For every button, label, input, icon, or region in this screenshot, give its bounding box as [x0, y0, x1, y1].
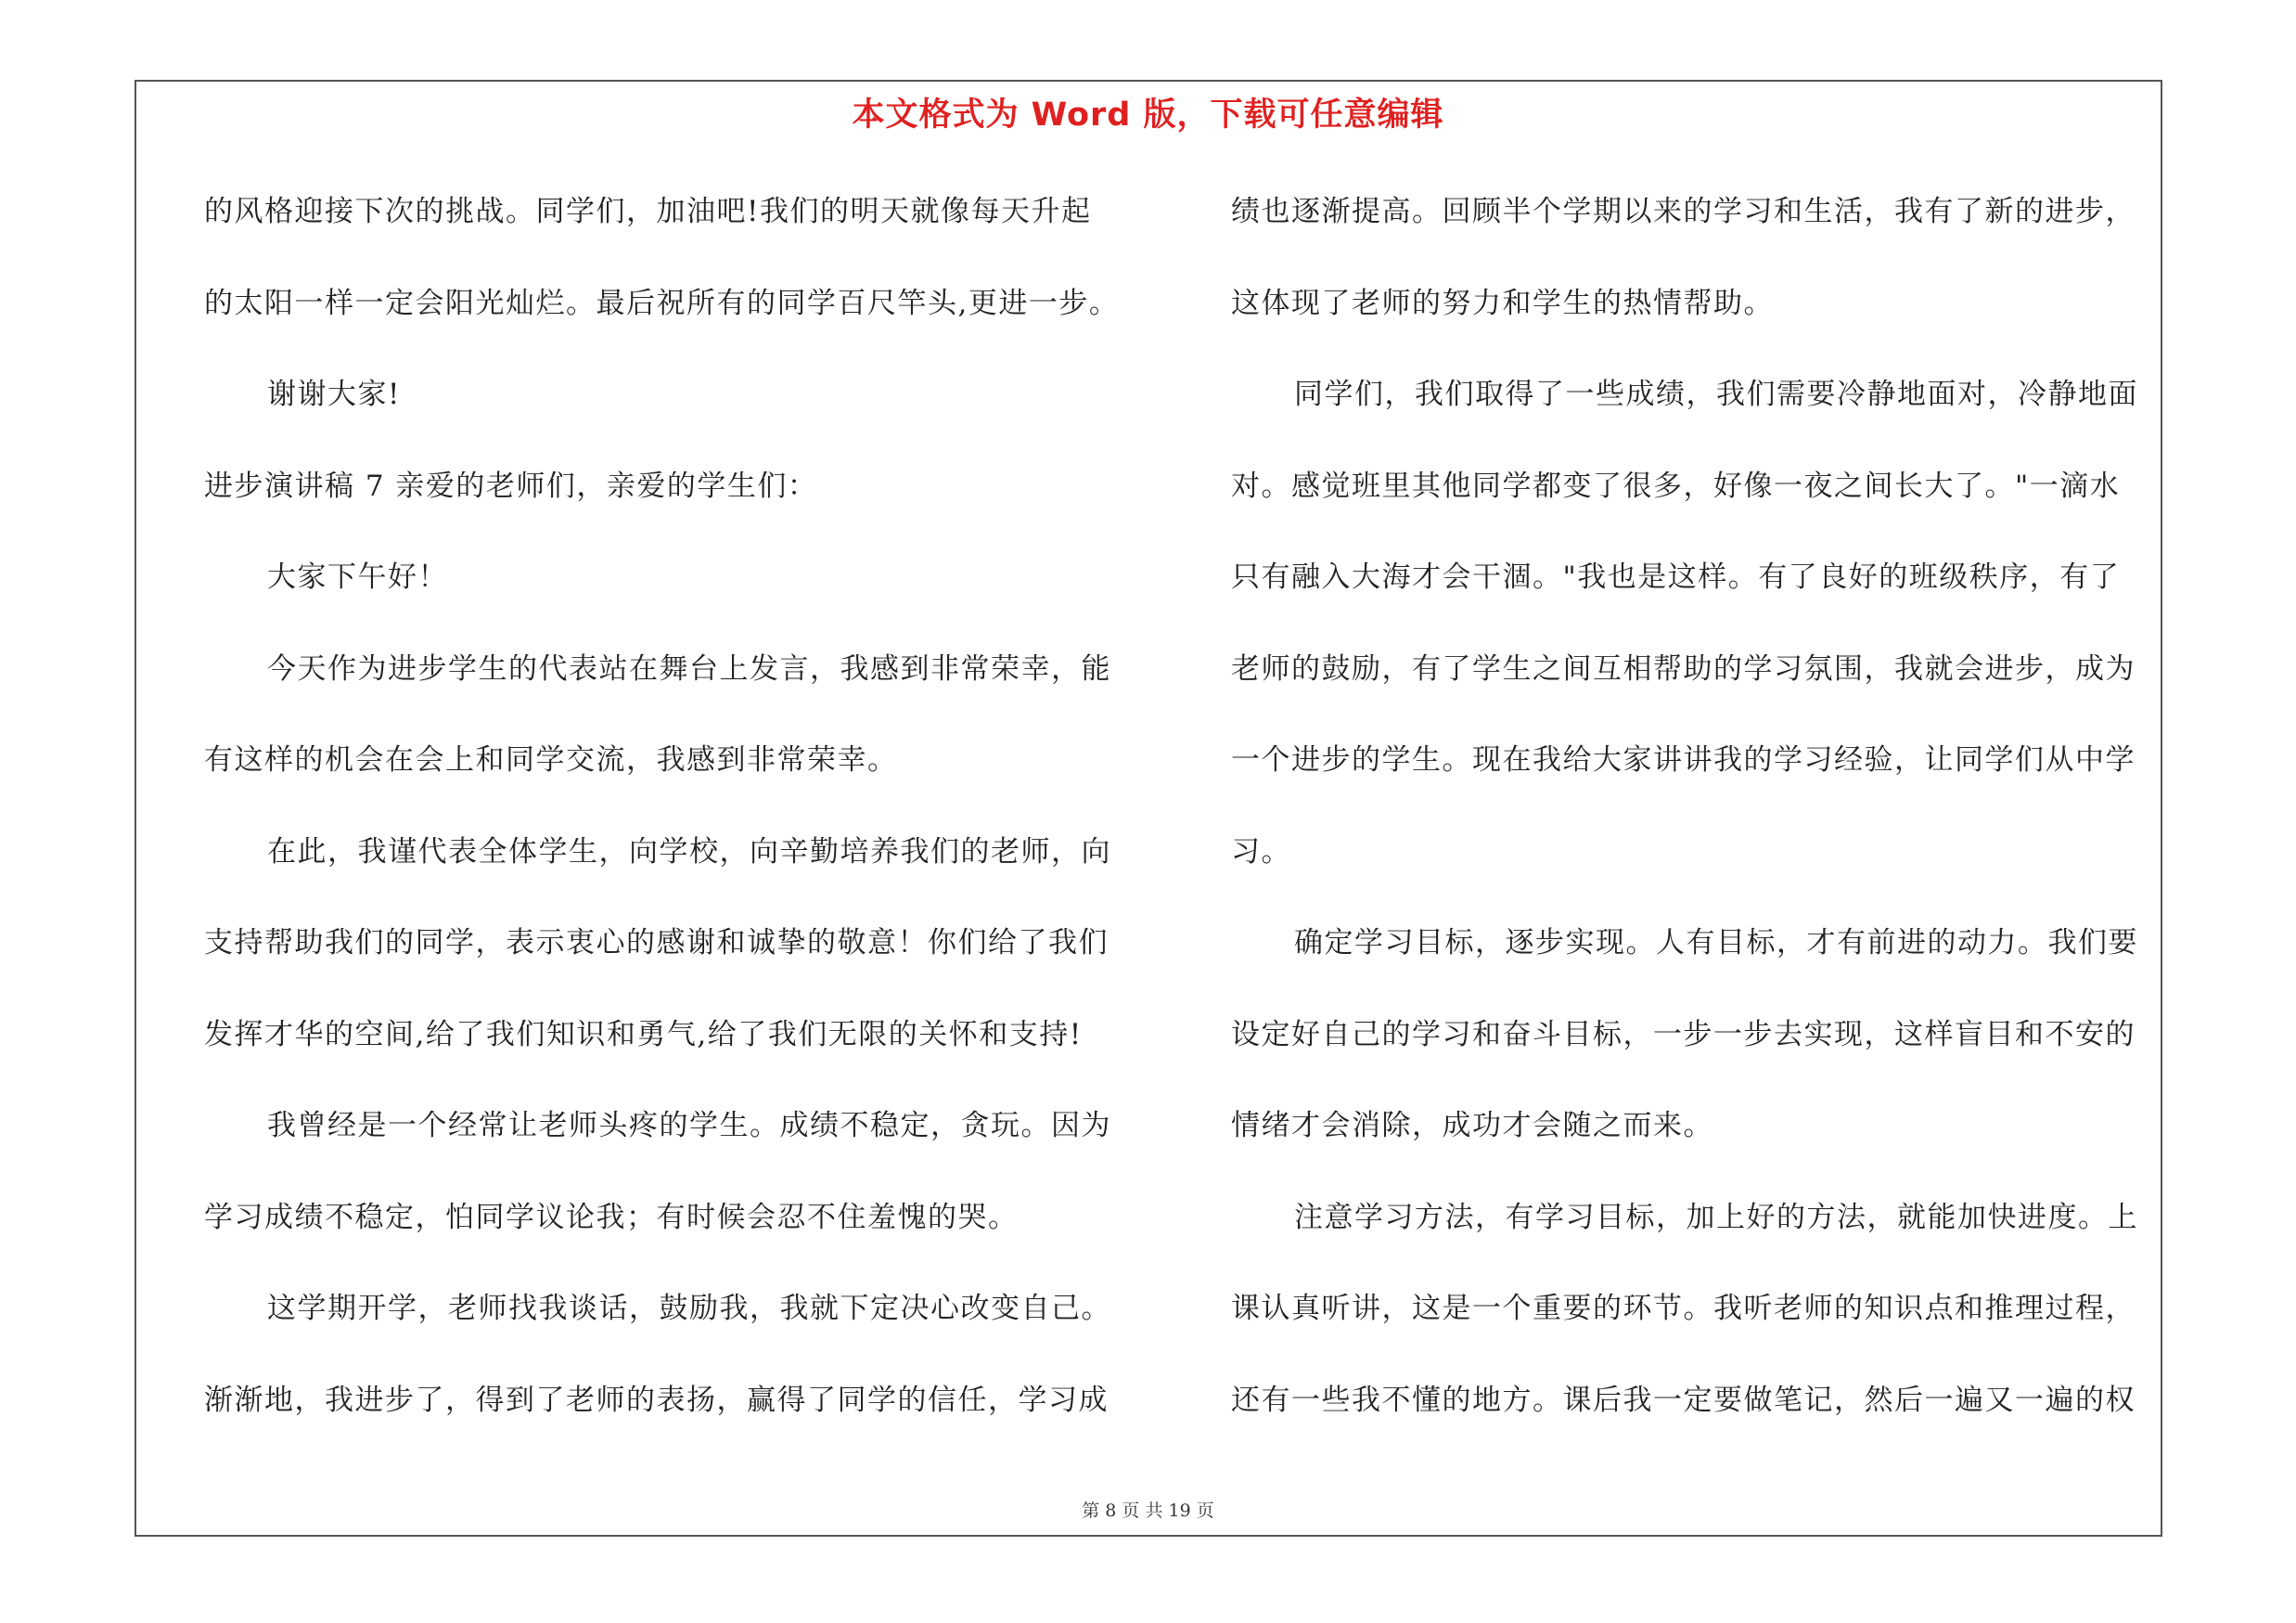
text-line: 的太阳一样一定会阳光灿烂。最后祝所有的同学百尺竿头,更进一步。 — [204, 286, 1120, 320]
text-line: 这学期开学，老师找我谈话，鼓励我，我就下定决心改变自己。 — [267, 1292, 1111, 1325]
text-line: 绩也逐渐提高。回顾半个学期以来的学习和生活，我有了新的进步， — [1231, 195, 2136, 228]
text-line: 还有一些我不懂的地方。课后我一定要做笔记，然后一遍又一遍的权 — [1231, 1383, 2136, 1417]
text-line: 确定学习目标，逐步实现。人有目标，才有前进的动力。我们要 — [1294, 926, 2138, 960]
text-line: 在此，我谨代表全体学生，向学校，向辛勤培养我们的老师，向 — [267, 834, 1111, 869]
left-text-column — [204, 183, 1132, 1462]
right-text-column — [1231, 183, 2168, 1462]
text-line: 支持帮助我们的同学，表示衷心的感谢和诚挚的敬意！你们给了我们 — [204, 926, 1109, 960]
text-line: 习。 — [1231, 834, 1291, 869]
text-line: 有这样的机会在会上和同学交流，我感到非常荣幸。 — [204, 743, 898, 777]
text-line: 今天作为进步学生的代表站在舞台上发言，我感到非常荣幸，能 — [267, 651, 1111, 686]
text-line: 课认真听讲，这是一个重要的环节。我听老师的知识点和推理过程， — [1231, 1292, 2136, 1325]
text-line: 一个进步的学生。现在我给大家讲讲我的学习经验，让同学们从中学 — [1231, 743, 2136, 777]
text-line: 对。感觉班里其他同学都变了很多，好像一夜之间长大了。"一滴水 — [1231, 469, 2121, 503]
text-line: 注意学习方法，有学习目标，加上好的方法，就能加快进度。上 — [1294, 1200, 2138, 1234]
text-line: 同学们，我们取得了一些成绩，我们需要冷静地面对，冷静地面 — [1294, 378, 2138, 411]
text-line: 老师的鼓励，有了学生之间互相帮助的学习氛围，我就会进步，成为 — [1231, 651, 2136, 686]
text-line: 学习成绩不稳定，怕同学议论我；有时候会忍不住羞愧的哭。 — [204, 1200, 1019, 1234]
text-line: 设定好自己的学习和奋斗目标，一步一步去实现，这样盲目和不安的 — [1231, 1017, 2136, 1051]
text-line: 进步演讲稿 7 亲爱的老师们，亲爱的学生们： — [204, 469, 818, 503]
text-line: 渐渐地，我进步了，得到了老师的表扬，赢得了同学的信任，学习成 — [204, 1383, 1109, 1417]
text-line: 大家下午好！ — [267, 560, 448, 594]
text-line: 的风格迎接下次的挑战。同学们，加油吧!我们的明天就像每天升起 — [204, 195, 1092, 228]
page-number-footer: 第 8 页 共 19 页 — [1082, 1501, 1214, 1521]
text-line: 情绪才会消除，成功才会随之而来。 — [1231, 1109, 1713, 1142]
text-line: 我曾经是一个经常让老师头疼的学生。成绩不稳定，贪玩。因为 — [267, 1109, 1111, 1142]
text-line: 谢谢大家! — [267, 378, 401, 411]
text-line: 发挥才华的空间,给了我们知识和勇气,给了我们无限的关怀和支持! — [204, 1017, 1083, 1051]
format-notice-banner: 本文格式为 Word 版，下载可任意编辑 — [852, 97, 1444, 134]
text-line: 这体现了老师的努力和学生的热情帮助。 — [1231, 286, 1774, 320]
text-line: 只有融入大海才会干涸。"我也是这样。有了良好的班级秩序，有了 — [1231, 560, 2121, 594]
